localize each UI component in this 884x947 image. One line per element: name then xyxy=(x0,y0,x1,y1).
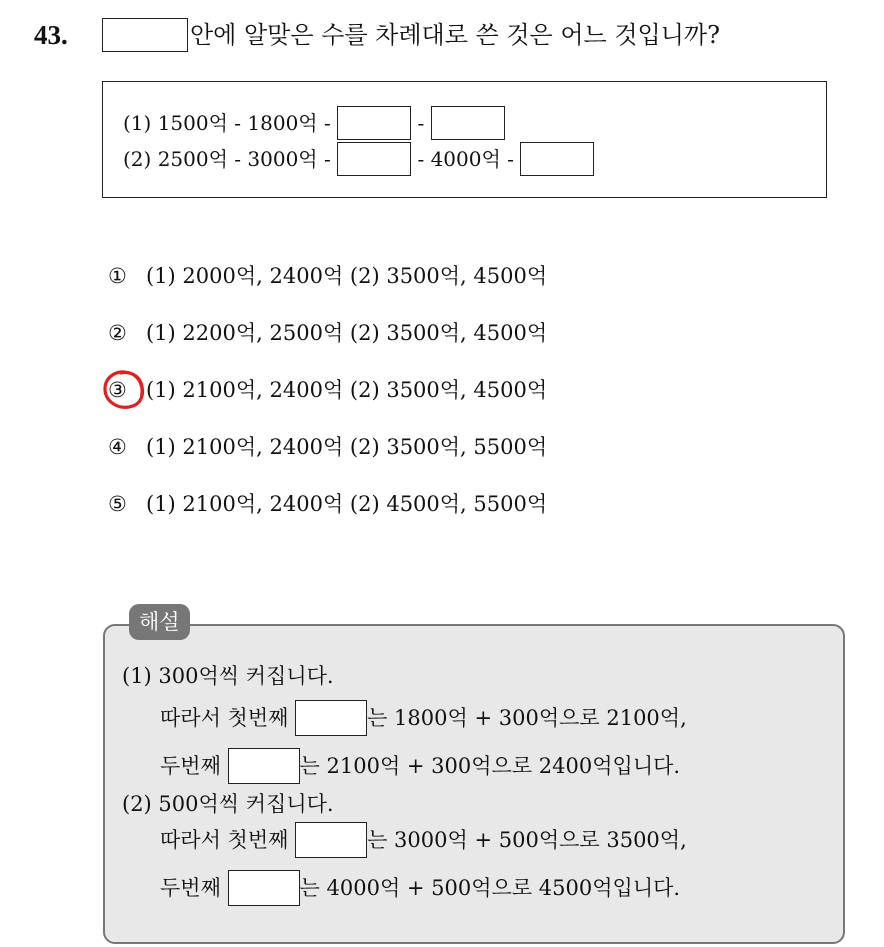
solution-text: 는 2100억 + 300억으로 2400억입니다. xyxy=(299,754,681,778)
choice-5[interactable] xyxy=(108,486,547,522)
choice-number: ② xyxy=(108,321,127,345)
choice-2[interactable] xyxy=(108,315,547,351)
solution-text: 는 4000억 + 500억으로 4500억입니다. xyxy=(299,876,681,900)
solution-text: 두번째 xyxy=(160,876,221,900)
solution-text: 는 1800억 + 300억으로 2100억, xyxy=(367,706,687,730)
solution-text: 두번째 xyxy=(160,754,221,778)
question-text-line xyxy=(102,18,720,52)
answer-blank-box xyxy=(102,18,188,52)
blank-box xyxy=(295,822,367,858)
solution-tab-label: 해설 xyxy=(129,604,190,640)
choice-3[interactable] xyxy=(108,372,547,408)
choice-number: ④ xyxy=(108,435,127,459)
given-value: 2500억 - xyxy=(157,147,242,171)
given-label-1: (1) xyxy=(123,111,152,135)
choice-text: (1) 2100억, 2400억 (2) 3500억, 5500억 xyxy=(146,435,548,459)
choice-1[interactable] xyxy=(108,258,547,294)
solution-text: 따라서 첫번째 xyxy=(160,828,289,852)
choice-text: (1) 2100억, 2400억 (2) 4500억, 5500억 xyxy=(146,492,548,516)
blank-box xyxy=(520,142,594,176)
question-text: 안에 알맞은 수를 차례대로 쓴 것은 어느 것입니까? xyxy=(190,21,720,49)
choice-text: (1) 2200억, 2500억 (2) 3500억, 4500억 xyxy=(146,321,548,345)
solution-panel xyxy=(103,624,845,944)
question-number: 43. xyxy=(34,20,68,50)
solution-text: 는 3000억 + 500억으로 3500억, xyxy=(367,828,687,852)
given-sequences-box xyxy=(102,81,827,198)
solution-line-6 xyxy=(160,870,680,906)
solution-line-3 xyxy=(160,748,680,784)
choice-number: ① xyxy=(108,264,127,288)
given-value: 3000억 - xyxy=(247,147,331,171)
given-value: 1800억 - xyxy=(247,111,331,135)
choice-number: ③ xyxy=(108,378,127,402)
red-answer-circle-icon xyxy=(99,367,149,413)
given-value: - 4000억 - xyxy=(417,147,514,171)
given-value: 1500억 - xyxy=(157,111,242,135)
choice-number: ⑤ xyxy=(108,492,127,516)
solution-line-2 xyxy=(160,700,687,736)
given-label-2: (2) xyxy=(123,147,152,171)
blank-box xyxy=(228,870,300,906)
solution-line-1: (1) 300억씩 커집니다. xyxy=(122,664,334,688)
blank-box xyxy=(337,142,411,176)
solution-text: 따라서 첫번째 xyxy=(160,706,289,730)
solution-line-4: (2) 500억씩 커집니다. xyxy=(122,792,334,816)
choice-text: (1) 2000억, 2400억 (2) 3500억, 4500억 xyxy=(146,264,548,288)
solution-line-5 xyxy=(160,822,687,858)
given-line-2 xyxy=(123,142,594,176)
choice-4[interactable] xyxy=(108,429,547,465)
given-sep: - xyxy=(417,111,425,135)
choice-text: (1) 2100억, 2400억 (2) 3500억, 4500억 xyxy=(146,378,548,402)
blank-box xyxy=(337,106,411,140)
blank-box xyxy=(431,106,505,140)
given-line-1 xyxy=(123,106,505,140)
blank-box xyxy=(228,748,300,784)
blank-box xyxy=(295,700,367,736)
